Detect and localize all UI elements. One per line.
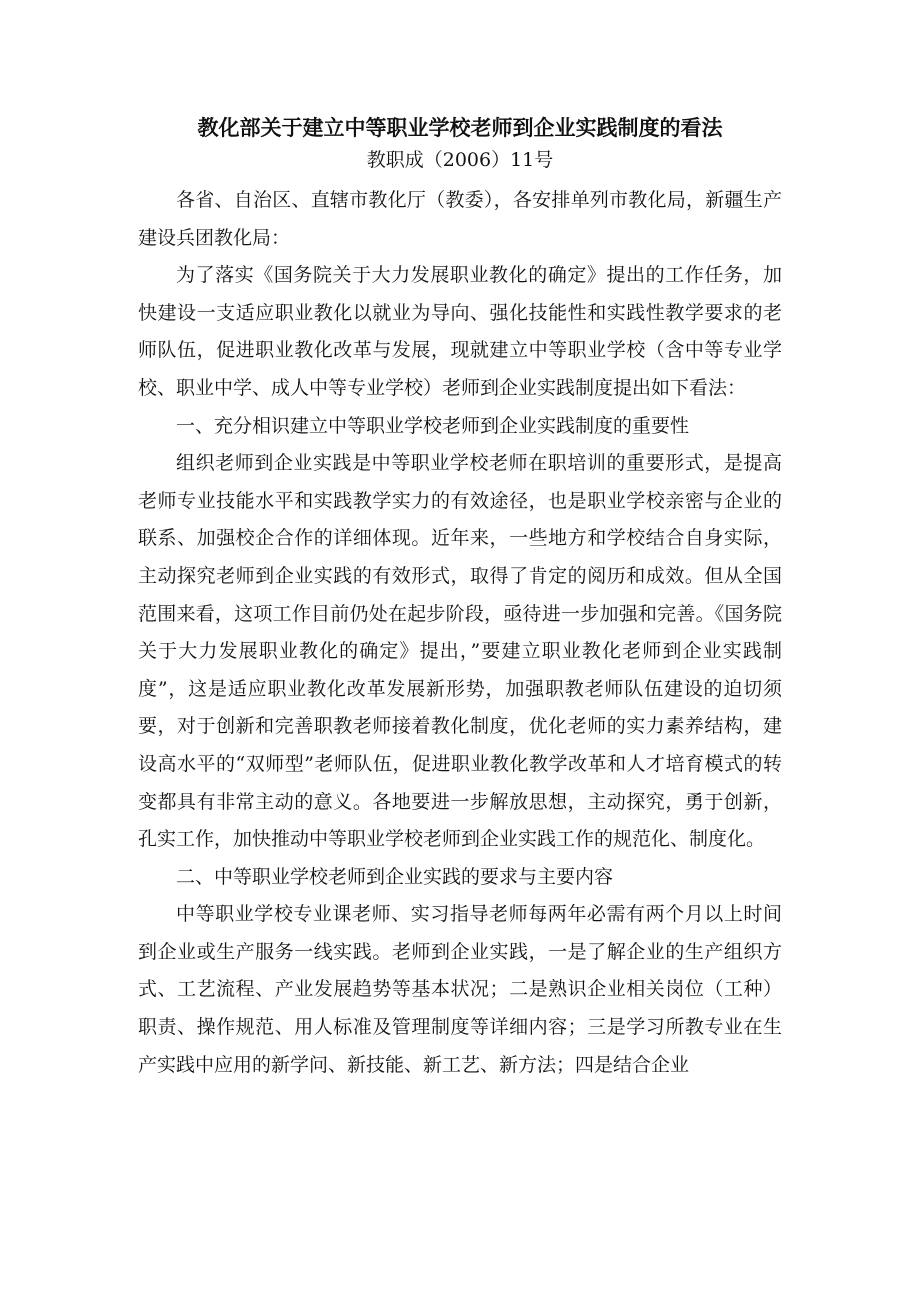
addressee-paragraph: 各省、自治区、直辖市教化厅（教委），各安排单列市教化局，新疆生产建设兵团教化局： bbox=[138, 189, 782, 249]
body-paragraph: 中等职业学校专业课老师、实习指导老师每两年必需有两个月以上时间到企业或生产服务一线实践。老师到企业实践，一是了解企业的生产组织方式、工艺流程、产业发展趋势等基本状况；二是熟识企业相关岗位（工种）职责、操作规范、用人标准及管理制度等详细内容；三是学习所教专业在生产实践中应用的新学问、新技能、新工艺、新方法；四是结合企业 bbox=[138, 903, 782, 1076]
body-paragraph: 为了落实《国务院关于大力发展职业教化的确定》提出的工作任务，加快建设一支适应职业教化以就业为导向、强化技能性和实践性教学要求的老师队伍，促进职业教化改革与发展，现就建立中等职业学校（含中等专业学校、职业中学、成人中等专业学校）老师到企业实践制度提出如下看法： bbox=[138, 264, 782, 399]
section-heading-1: 一、充分相识建立中等职业学校老师到企业实践制度的重要性 bbox=[176, 414, 690, 437]
document-number: 教职成（2006）11号 bbox=[366, 149, 554, 171]
document-title: 教化部关于建立中等职业学校老师到企业实践制度的看法 bbox=[197, 116, 723, 140]
section-heading-2: 二、中等职业学校老师到企业实践的要求与主要内容 bbox=[176, 865, 614, 888]
body-paragraph: 组织老师到企业实践是中等职业学校老师在职培训的重要形式，是提高老师专业技能水平和实践教学实力的有效途径，也是职业学校亲密与企业的联系、加强校企合作的详细体现。近年来，一些地方和学校结合自身实际，主动探究老师到企业实践的有效形式，取得了肯定的阅历和成效。但从全国范围来看，这项工作目前仍处在起步阶段，亟待进一步加强和完善。《国务院关于大力发展职业教化的确定》提出，”要建立职业教化老师到企业实践制度”，这是适应职业教化改革发展新形势，加强职教老师队伍建设的迫切须要，对于创新和完善职教老师接着教化制度，优化老师的实力素养结构，建设高水平的“双师型”老师队伍，促进职业教化教学改革和人才培育模式的转变都具有非常主动的意义。各地要进一步解放思想，主动探究，勇于创新，孔实工作，加快推动中等职业学校老师到企业实践工作的规范化、制度化。 bbox=[138, 452, 782, 851]
